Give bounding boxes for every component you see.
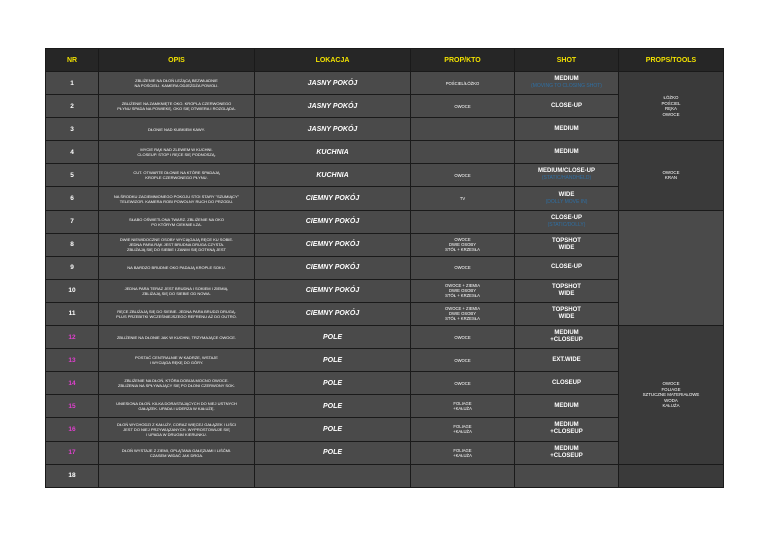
shot-type: MEDIUM (554, 422, 579, 429)
prop-line: OWOCE (454, 334, 471, 340)
row-props (411, 302, 515, 325)
row-shot (515, 302, 619, 325)
shot-type: CLOSEUP (551, 379, 581, 386)
description-line: JEDNA PARA RĄK JEST BRUDNA DRUGA CZYSTA. (128, 242, 225, 248)
row-shot (515, 141, 619, 164)
description-line: RĘCE ZBLIŻAJĄ SIĘ DO SIEBIE. JEDNA PARA BRUDZI DRUGĄ. (117, 308, 236, 314)
shot-note: (STATIC/DOLLY) (547, 221, 586, 228)
prop-line: DWIE OSOBY (449, 242, 476, 248)
row-description (99, 164, 255, 187)
description-line: TELEWIZOR. KAMERA ROBI POWOLNY RUCH DO PRZODU. (119, 198, 234, 204)
row-location: CIEMNY POKÓJ (255, 256, 411, 279)
table-row (46, 256, 724, 279)
shot-type: MEDIUM (554, 125, 579, 132)
description-line: DŁOŃ WYCHODZI Z KAŁUŻY, CORAZ WIĘCEJ GAŁĄZEK I LIŚCI (116, 421, 237, 427)
shot-type: EXT.WIDE (552, 356, 581, 363)
description-line: ZBLIŻENIE NA ZAMKNIĘTE OKO. KROPLA CZERWONEGO (121, 101, 232, 107)
row-props (411, 464, 515, 487)
prop-line: FOLIAGE (453, 424, 472, 430)
shot-type: MEDIUM (554, 148, 579, 155)
description-line: NA BARDZO BRUDNE OKO PADAJĄ KROPLE SOKU. (127, 265, 226, 271)
table-row (46, 326, 724, 349)
shot-type: TOPSHOT (552, 306, 581, 313)
row-description (99, 279, 255, 302)
row-number: 15 (46, 395, 99, 418)
description-line: CZASEM WIDAĆ JAK DRGA. (149, 452, 204, 458)
description-line: SŁABO OŚWIETLONA TWARZ. ZBLIŻENIE NA OKO (129, 216, 224, 222)
prop-line: +KAŁUŻA (453, 452, 472, 458)
description-line: I UPADA W DRUGIM KIERUNKU. (146, 431, 207, 437)
prop-line: DWIE OSOBY (449, 288, 476, 294)
description-line: KROPLE CZERWONEGO PŁYNU. (145, 175, 208, 181)
row-description (99, 326, 255, 349)
shot-type: WIDE (558, 313, 575, 320)
tools-line: POŚCIEL (661, 100, 681, 106)
row-description (99, 302, 255, 325)
row-description (99, 256, 255, 279)
prop-line: OWOCE (454, 172, 471, 178)
row-shot (515, 372, 619, 395)
row-description (99, 395, 255, 418)
shot-type: MEDIUM (554, 330, 579, 337)
tools-line: KRAN (664, 175, 678, 181)
row-props (411, 441, 515, 464)
prop-line: POŚCIEL/ŁÓŻKO (445, 80, 480, 86)
row-location: CIEMNY POKÓJ (255, 210, 411, 233)
row-props (411, 95, 515, 118)
row-description (99, 210, 255, 233)
shot-type: MEDIUM (554, 76, 579, 83)
row-location: POLE (255, 349, 411, 372)
row-shot (515, 418, 619, 441)
row-number: 8 (46, 233, 99, 256)
prop-line: +KAŁUŻA (453, 406, 472, 412)
row-location: CIEMNY POKÓJ (255, 233, 411, 256)
row-shot (515, 441, 619, 464)
shot-type: CLOSE-UP (550, 214, 582, 221)
tools-line: SZTUCZNE MATERIAŁOWE (642, 392, 700, 398)
prop-line: TV (459, 196, 466, 202)
props-tools-group (619, 72, 724, 141)
row-props (411, 326, 515, 349)
row-number: 4 (46, 141, 99, 164)
row-props (411, 141, 515, 164)
prop-line: OWOCE (454, 103, 471, 109)
row-location: JASNY POKÓJ (255, 118, 411, 141)
row-shot (515, 187, 619, 210)
row-number: 12 (46, 326, 99, 349)
row-number: 9 (46, 256, 99, 279)
row-shot (515, 72, 619, 95)
row-props (411, 395, 515, 418)
table-row (46, 141, 724, 164)
description-line: UNIESIONA DŁOŃ. KILKA DORASTAJĄCYCH DO NIEJ USTNYCH (116, 401, 237, 407)
row-location: CIEMNY POKÓJ (255, 302, 411, 325)
description-line: DŁOŃ WYSTAJE Z ZIEMI, OPLĄTANA GAŁĘZIAMI I LIŚĆMI. (121, 447, 232, 453)
prop-line: OWOCE (454, 237, 471, 243)
prop-line: FOLIAGE (453, 401, 472, 407)
shot-type: WIDE (558, 290, 575, 297)
table-row (46, 302, 724, 325)
description-line: ZBLIŻENIE NA DŁOŃ, KTÓRA DOBIJA MOCNO OWOCE. (124, 378, 229, 384)
description-line: POSTAĆ CENTRALNIE W KADRZE, WSTAJE (135, 355, 218, 361)
row-description (99, 418, 255, 441)
row-props (411, 233, 515, 256)
row-location: JASNY POKÓJ (255, 95, 411, 118)
row-props (411, 187, 515, 210)
row-shot (515, 349, 619, 372)
table-row (46, 72, 724, 95)
row-shot (515, 395, 619, 418)
row-number: 6 (46, 187, 99, 210)
row-props (411, 418, 515, 441)
shot-note: (MOVING TO CLOSING SHOT) (531, 83, 602, 90)
row-location: POLE (255, 372, 411, 395)
row-number: 7 (46, 210, 99, 233)
prop-line: STÓŁ + KRZESŁA (445, 293, 480, 299)
row-props (411, 72, 515, 95)
shot-type: WIDE (558, 191, 575, 198)
row-description (99, 464, 255, 487)
prop-line: OWOCE + ZIEMIA (444, 283, 480, 289)
shot-note: (STATIC/HANDHELD) (541, 175, 592, 182)
row-location: KUCHNIA (255, 141, 411, 164)
description-line: PLUS PRZEBITKI WCZEŚNIEJSZEGO REFRENU AŻ DO OUTRO. (116, 313, 237, 319)
row-shot (515, 464, 619, 487)
prop-line: STÓŁ + KRZESŁA (445, 316, 480, 322)
row-description (99, 441, 255, 464)
row-props (411, 279, 515, 302)
shot-type: +CLOSEUP (550, 429, 583, 436)
shot-type: CLOSE-UP (550, 264, 582, 271)
prop-line: +KAŁUŻA (453, 429, 472, 435)
description-line: ZBLIŻAJĄ SIĘ DO SIEBIE OD NOWA. (142, 290, 211, 296)
row-description (99, 141, 255, 164)
tools-line: WODA (664, 397, 678, 403)
tools-line: OWOCE (662, 381, 680, 387)
shot-type: MEDIUM (554, 445, 579, 452)
row-description (99, 72, 255, 95)
header-opis: OPIS (99, 49, 255, 72)
row-props (411, 372, 515, 395)
table-row (46, 464, 724, 487)
prop-line: OWOCE (454, 380, 471, 386)
props-tools-empty (619, 464, 724, 487)
shot-type: +CLOSEUP (550, 337, 583, 344)
row-number: 3 (46, 118, 99, 141)
row-shot (515, 118, 619, 141)
description-line: JEST DO NIEJ PRZYWIĄZANYCH. WYPROSTOWUJE SIĘ (123, 426, 230, 432)
row-description (99, 233, 255, 256)
row-location: POLE (255, 441, 411, 464)
row-location: POLE (255, 418, 411, 441)
row-description (99, 187, 255, 210)
row-location: CIEMNY POKÓJ (255, 279, 411, 302)
row-number: 1 (46, 72, 99, 95)
table-row (46, 279, 724, 302)
header-lokacja: LOKACJA (255, 49, 411, 72)
shot-type: CLOSE-UP (550, 102, 582, 109)
row-shot (515, 95, 619, 118)
shot-type: MEDIUM/CLOSE-UP (538, 168, 595, 175)
description-line: DWIE NIEWIDOCZNE OSOBY WYCIĄGAJĄ RĘCE KU SOBIE. (119, 237, 234, 243)
props-tools-group (619, 326, 724, 465)
shot-type: +CLOSEUP (550, 452, 583, 459)
description-line: NA ŚRODKU ZACIEMNIONEGO POKOJU STOI STARY "SZUMIĄCY" (113, 193, 240, 199)
row-number: 17 (46, 441, 99, 464)
shot-type: MEDIUM (554, 402, 579, 409)
description-line: JEDNA PARA TERAZ JEST BRUDNA I SOKIEM I ZIEMIĄ. (124, 285, 229, 291)
row-number: 13 (46, 349, 99, 372)
row-props (411, 349, 515, 372)
tools-line: FOLIAGE (661, 386, 681, 392)
row-props (411, 164, 515, 187)
row-location: POLE (255, 395, 411, 418)
description-line: ZBLIŻENIA NA SPŁYWAJĄCY SIĘ PO DŁONI CZERWONY SOK. (118, 383, 235, 389)
description-line: PO KTÓRYM CIEKNIE ŁZA. (151, 221, 202, 227)
prop-line: DWIE OSOBY (449, 311, 476, 317)
tools-line: KAŁUŻA (662, 402, 680, 408)
prop-line: FOLIAGE (453, 447, 472, 453)
row-description (99, 349, 255, 372)
table-row (46, 210, 724, 233)
header-shot: SHOT (515, 49, 619, 72)
tools-line: OWOCE (662, 170, 680, 176)
description-line: ZBLIŻAJĄ SIĘ DO SIEBIE I ZANIM SIĘ DOTKNĄ JEST (127, 247, 226, 253)
row-number: 5 (46, 164, 99, 187)
row-location: CIEMNY POKÓJ (255, 187, 411, 210)
row-number: 16 (46, 418, 99, 441)
header-row (46, 49, 724, 72)
shot-type: TOPSHOT (552, 237, 581, 244)
description-line: I WYCIĄGA RĘKĘ DO GÓRY. (149, 360, 204, 366)
row-location: POLE (255, 326, 411, 349)
row-shot (515, 279, 619, 302)
description-line: ZBLIŻENIE NA DŁONIE JAK W KUCHNI, TRZYMAJĄCE OWOCE. (116, 334, 237, 340)
header-nr: NR (46, 49, 99, 72)
description-line: GAŁĄZEK. UPADA I UDERZA W KAŁUŻĘ. (138, 406, 215, 412)
description-line: DŁONIE NAD KUBKIEM KAWY. (148, 126, 205, 132)
row-description (99, 372, 255, 395)
row-number: 10 (46, 279, 99, 302)
row-shot (515, 210, 619, 233)
description-line: ZBLIŻENIE NA DŁOŃ LEŻĄCĄ BEZWŁADNIE (135, 78, 218, 84)
description-line: MYCIE RĄK NAD ZLEWEM W KUCHNI. (140, 147, 213, 153)
header-prop: PROP/KTO (411, 49, 515, 72)
row-props (411, 256, 515, 279)
prop-line: OWOCE (454, 265, 471, 271)
shot-type: TOPSHOT (552, 283, 581, 290)
tools-line: RĘKA (665, 106, 677, 112)
header-tools: PROPS/TOOLS (619, 49, 724, 72)
row-shot (515, 233, 619, 256)
row-shot (515, 164, 619, 187)
row-number: 11 (46, 302, 99, 325)
row-shot (515, 326, 619, 349)
shot-list-table (45, 48, 724, 488)
description-line: CLOSEUP. STOP I RĘCE SIĘ PODNOSZĄ. (137, 152, 216, 158)
row-number: 2 (46, 95, 99, 118)
row-description (99, 95, 255, 118)
description-line: PŁYNU SPADA NA POWIEKĘ, OKO SIĘ OTWIERA I ROZGLĄDA. (117, 106, 236, 112)
row-location: JASNY POKÓJ (255, 72, 411, 95)
row-description (99, 118, 255, 141)
table-row (46, 233, 724, 256)
row-shot (515, 256, 619, 279)
prop-line: OWOCE (454, 357, 471, 363)
shot-type: WIDE (558, 244, 575, 251)
prop-line: OWOCE + ZIEMIA (444, 306, 480, 312)
prop-line: STÓŁ + KRZESŁA (445, 247, 480, 253)
tools-line: OWOCE (662, 111, 680, 117)
shot-note: (DOLLY MOVE IN) (545, 198, 588, 205)
row-number: 14 (46, 372, 99, 395)
description-line: CUT. OTWARTE DŁONIE NA KTÓRE SPADAJĄ (133, 170, 220, 176)
description-line: NA POŚCIELI. KAMERA ODJEŻDŻA POWOLI. (134, 83, 219, 89)
row-location: KUCHNIA (255, 164, 411, 187)
tools-line: ŁÓŻKO (663, 95, 679, 101)
row-number: 18 (46, 464, 99, 487)
props-tools-group (619, 141, 724, 210)
row-props (411, 118, 515, 141)
row-props (411, 210, 515, 233)
row-location (255, 464, 411, 487)
